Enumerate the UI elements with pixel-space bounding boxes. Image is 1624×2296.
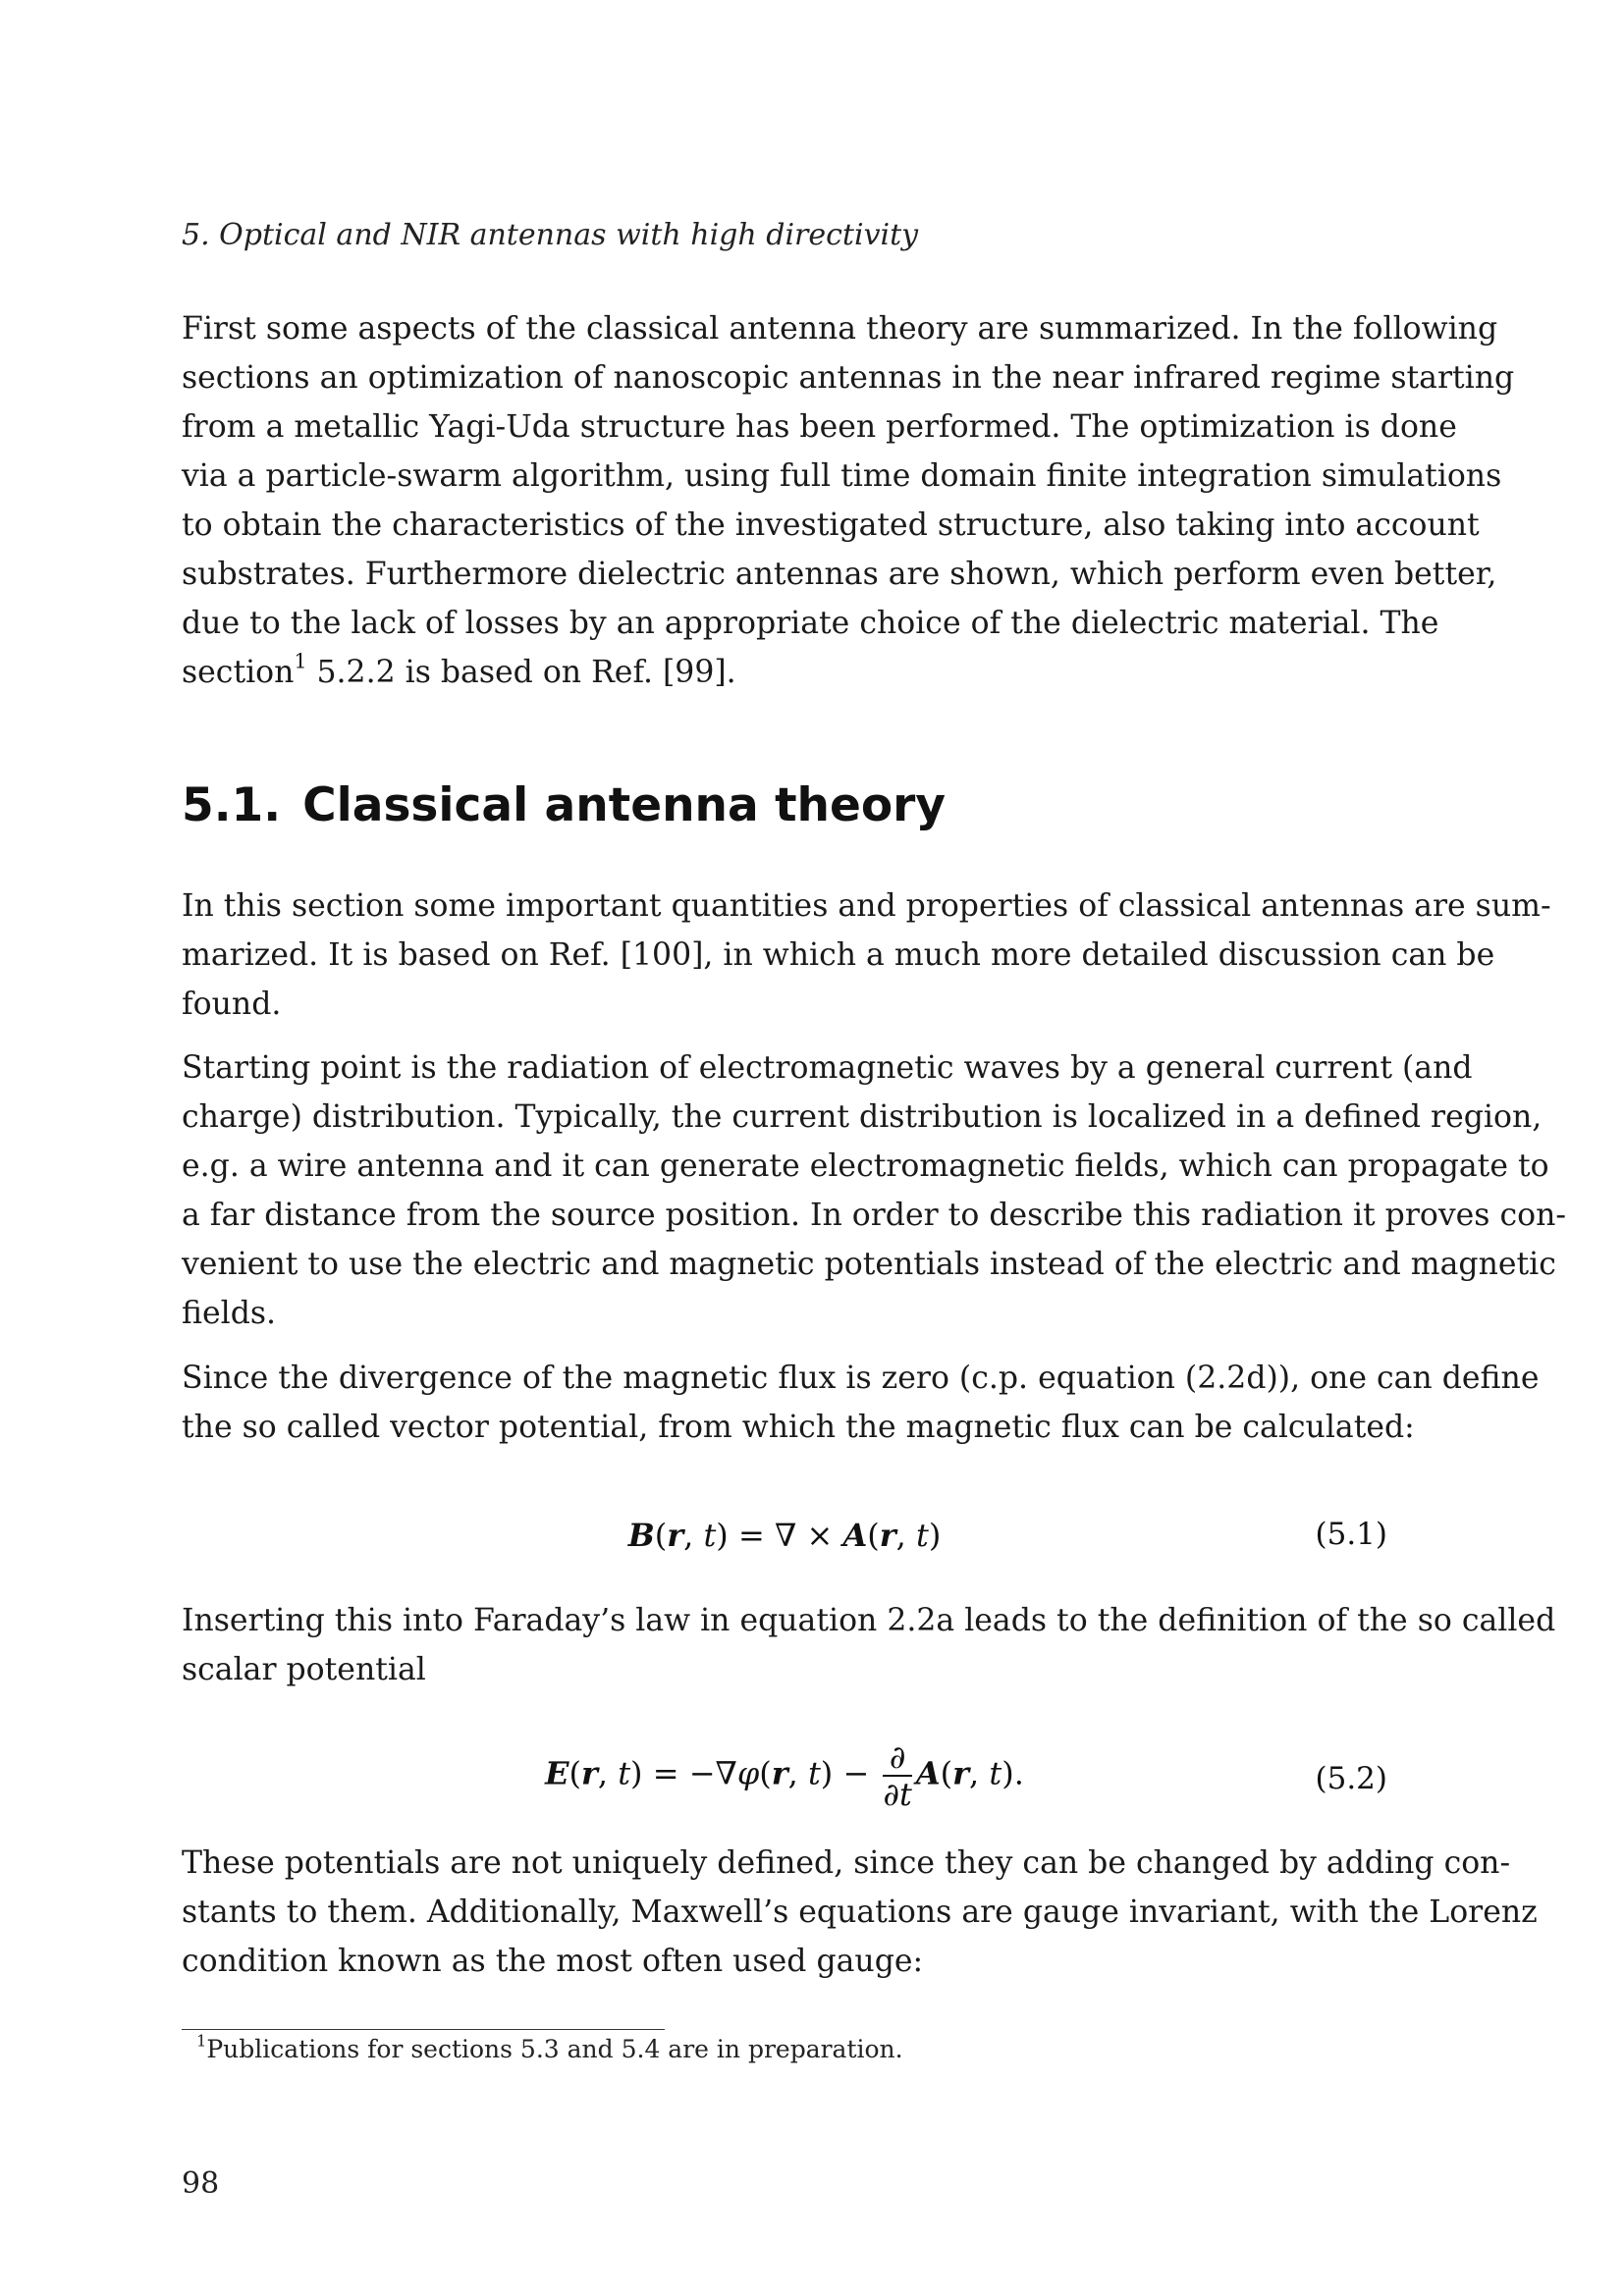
- paragraph-3: [182, 1354, 1540, 1452]
- fraction-numerator: ∂: [889, 1738, 906, 1776]
- page-number: 98: [182, 2166, 220, 2201]
- text-line: In this section some important quantities and properties of classical antennas are sum-: [182, 888, 1551, 924]
- footnote-divider: [182, 2029, 665, 2030]
- footnote-mark: 1: [196, 2031, 207, 2051]
- text-line: Inserting this into Faraday’s law in equation 2.2a leads to the definition of the so called: [182, 1603, 1556, 1638]
- text-line: Since the divergence of the magnetic flux is zero (c.p. equation (2.2d)), one can define: [182, 1361, 1540, 1396]
- equation-number: (5.2): [1315, 1761, 1387, 1796]
- paragraph-2: [182, 1043, 1567, 1338]
- text-line: sections an optimization of nanoscopic antennas in the near infrared regime starting: [182, 360, 1515, 396]
- equation-number: (5.1): [1315, 1517, 1387, 1552]
- text-line: marized. It is based on Ref. [100], in which a much more detailed discussion can be: [182, 937, 1495, 973]
- text-line: scalar potential: [182, 1652, 426, 1687]
- paragraph-1: [182, 881, 1551, 1029]
- equation-body: B(r, t) = ∇ × A(r, t): [627, 1517, 942, 1554]
- text-line: Starting point is the radiation of electromagnetic waves by a general current (and: [182, 1050, 1473, 1086]
- text-line: due to the lack of losses by an appropriate choice of the dielectric material. The: [182, 606, 1439, 641]
- text-line: venient to use the electric and magnetic potentials instead of the electric and magnetic: [182, 1247, 1556, 1282]
- footnote-text: Publications for sections 5.3 and 5.4 are in preparation.: [206, 2035, 903, 2063]
- text-line: the so called vector potential, from which the magnetic flux can be calculated:: [182, 1410, 1415, 1445]
- equation-5-1: [182, 1517, 1387, 1575]
- text-line: to obtain the characteristics of the investigated structure, also taking into account: [182, 507, 1480, 543]
- footnote: [196, 2031, 903, 2063]
- equation-body: E(r, t) = −∇φ(r, t) − $\frac{\partial}{\partial t}$ A(r, t).: [545, 1738, 1024, 1813]
- text-line: First some aspects of the classical antenna theory are summarized. In the following: [182, 311, 1498, 347]
- footnote-reference[interactable]: 1: [294, 649, 307, 673]
- partial-derivative-fraction: [883, 1739, 911, 1812]
- text-line: condition known as the most often used gauge:: [182, 1944, 924, 1979]
- text-line: stants to them. Additionally, Maxwell’s equations are gauge invariant, with the Lorenz: [182, 1895, 1538, 1930]
- text-line: These potentials are not uniquely defined, since they can be changed by adding con-: [182, 1845, 1511, 1881]
- fraction-denominator: ∂t: [883, 1776, 912, 1813]
- running-header: 5. Optical and NIR antennas with high directivity: [182, 218, 919, 252]
- text-line: found.: [182, 987, 282, 1022]
- text-line: [182, 648, 1387, 697]
- text-line: charge) distribution. Typically, the current distribution is localized in a defined region,: [182, 1099, 1543, 1135]
- paragraph-5: [182, 1839, 1538, 1986]
- section-title: Classical antenna theory: [302, 778, 946, 832]
- intro-paragraph: [182, 304, 1515, 697]
- text-fragment: 5.2.2 is based on Ref. [99].: [306, 655, 736, 690]
- text-line: a far distance from the source position. In order to describe this radiation it proves con-: [182, 1198, 1567, 1233]
- text-line: fields.: [182, 1296, 277, 1331]
- text-line: substrates. Furthermore dielectric antennas are shown, which perform even better,: [182, 557, 1497, 592]
- section-number: 5.1.: [182, 778, 282, 832]
- text-fragment: section: [182, 655, 295, 690]
- section-heading: [182, 778, 946, 832]
- text-line: via a particle-swarm algorithm, using full time domain finite integration simulations: [182, 458, 1502, 494]
- equation-5-2: [182, 1739, 1387, 1828]
- text-line: from a metallic Yagi-Uda structure has been performed. The optimization is done: [182, 409, 1457, 445]
- paragraph-4: [182, 1596, 1556, 1694]
- text-line: e.g. a wire antenna and it can generate electromagnetic fields, which can propagate to: [182, 1148, 1549, 1184]
